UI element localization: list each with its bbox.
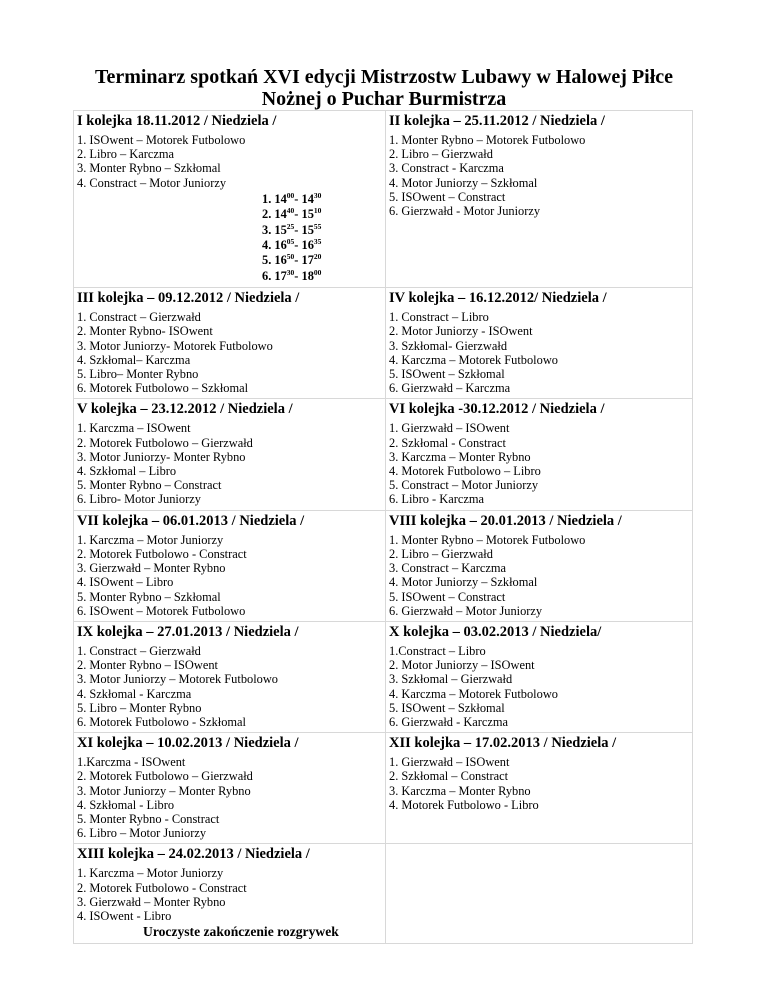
time-slot-number: 3.	[262, 222, 272, 237]
schedule-row	[74, 510, 693, 621]
match-item: 4. Motor Juniorzy – Szkłomal	[389, 175, 538, 190]
match-list	[389, 533, 689, 618]
schedule-row	[74, 621, 693, 732]
match-item: 1. Constract – Libro	[389, 310, 489, 325]
match-item: 5. Constract – Motor Juniorzy	[389, 478, 539, 493]
end-minute: 35	[313, 237, 322, 247]
match-item: 5. Monter Rybno – Constract	[77, 478, 222, 493]
time-separator: -	[294, 238, 302, 253]
match-item: 4. Motorek Futbolowo - Libro	[389, 797, 539, 812]
title-line-2: Nożnej o Puchar Burmistrza	[261, 88, 507, 110]
round-heading: I kolejka 18.11.2012 / Niedziela /	[77, 113, 277, 129]
round-cell	[386, 399, 693, 510]
end-hour: 17	[301, 253, 314, 268]
match-item: 2. Motor Juniorzy – ISOwent	[389, 658, 535, 673]
match-list	[389, 310, 689, 395]
match-item: 1. Karczma – Motor Juniorzy	[77, 532, 224, 547]
match-item: 3. Motor Juniorzy- Motorek Futbolowo	[77, 338, 273, 353]
time-slot-number: 4.	[262, 238, 272, 253]
match-item: 6. Gierzwałd - Karczma	[389, 714, 509, 729]
end-hour: 16	[301, 238, 314, 253]
match-item: 2. Motorek Futbolowo – Gierzwałd	[77, 769, 253, 784]
start-minute: 05	[286, 237, 295, 247]
round-cell	[74, 399, 386, 510]
match-list	[389, 755, 689, 812]
match-item: 5. ISOwent – Szkłomal	[389, 367, 505, 382]
match-item: 5. Monter Rybno - Constract	[77, 811, 220, 826]
match-item: 6. Libro – Motor Juniorzy	[77, 826, 207, 841]
match-item: 1. Monter Rybno – Motorek Futbolowo	[389, 532, 586, 547]
closing-note: Uroczyste zakończenie rozgrywek	[143, 924, 339, 940]
time-slots	[262, 192, 382, 284]
end-minute: 30	[313, 190, 322, 200]
round-cell	[74, 111, 386, 288]
match-item: 6. Libro - Karczma	[389, 492, 484, 507]
start-hour: 14	[274, 207, 287, 222]
schedule-table	[73, 110, 693, 944]
match-item: 1. Monter Rybno – Motorek Futbolowo	[389, 133, 586, 147]
match-list	[77, 533, 382, 618]
match-item: 4. Motorek Futbolowo – Libro	[389, 464, 541, 479]
round-heading: II kolejka – 25.11.2012 / Niedziela /	[389, 113, 605, 129]
match-list	[77, 133, 382, 190]
match-item: 6. Gierzwałd - Motor Juniorzy	[389, 204, 541, 219]
match-list	[77, 421, 382, 506]
match-item: 2. Motorek Futbolowo – Gierzwałd	[77, 435, 253, 450]
end-hour: 15	[301, 207, 314, 222]
match-item: 5. ISOwent – Constract	[389, 189, 506, 204]
time-slot	[262, 253, 382, 268]
round-heading: IX kolejka – 27.01.2013 / Niedziela /	[77, 623, 299, 640]
round-cell	[386, 510, 693, 621]
match-item: 6. ISOwent – Motorek Futbolowo	[77, 603, 246, 618]
time-slot	[262, 223, 382, 238]
schedule-row	[74, 844, 693, 944]
round-cell	[386, 621, 693, 732]
round-cell	[386, 111, 693, 288]
match-item: 3. Motor Juniorzy – Motorek Futbolowo	[77, 672, 278, 687]
round-heading: XII kolejka – 17.02.2013 / Niedziela /	[389, 735, 617, 752]
round-heading: X kolejka – 03.02.2013 / Niedziela/	[389, 623, 602, 640]
end-minute: 10	[313, 206, 322, 216]
round-heading: VI kolejka -30.12.2012 / Niedziela /	[389, 401, 605, 418]
match-item: 4. ISOwent - Libro	[77, 908, 172, 923]
match-item: 4. Karczma – Motorek Futbolowo	[389, 686, 558, 701]
start-hour: 17	[274, 268, 287, 283]
match-item: 4. Constract – Motor Juniorzy	[77, 175, 227, 190]
time-slot-number: 5.	[262, 253, 272, 268]
start-hour: 16	[274, 253, 287, 268]
round-cell	[386, 733, 693, 844]
match-item: 4. Szkłomal - Libro	[77, 797, 175, 812]
match-list	[389, 133, 689, 218]
match-item: 2. Monter Rybno- ISOwent	[77, 324, 213, 339]
end-minute: 20	[313, 252, 322, 262]
time-slot	[262, 207, 382, 222]
start-hour: 14	[274, 191, 287, 206]
match-item: 4. ISOwent – Libro	[77, 575, 174, 590]
round-heading: V kolejka – 23.12.2012 / Niedziela /	[77, 401, 293, 418]
end-hour: 15	[301, 222, 314, 237]
round-heading: VII kolejka – 06.01.2013 / Niedziela /	[77, 512, 305, 529]
match-item: 3. Gierzwałd – Monter Rybno	[77, 561, 226, 576]
match-item: 1. ISOwent – Motorek Futbolowo	[77, 133, 246, 147]
round-cell	[74, 733, 386, 844]
match-item: 4. Szkłomal – Libro	[77, 464, 177, 479]
time-separator: -	[294, 222, 302, 237]
match-item: 1. Gierzwałd – ISOwent	[389, 421, 510, 436]
time-slot-number: 6.	[262, 268, 272, 283]
end-minute: 00	[313, 267, 322, 277]
match-item: 6. Motorek Futbolowo - Szkłomal	[77, 714, 246, 729]
round-heading: VIII kolejka – 20.01.2013 / Niedziela /	[389, 512, 622, 529]
match-item: 1.Constract – Libro	[389, 643, 486, 658]
round-heading: XI kolejka – 10.02.2013 / Niedziela /	[77, 735, 299, 752]
time-slot	[262, 192, 382, 207]
document-title	[60, 66, 708, 110]
schedule-row	[74, 733, 693, 844]
match-item: 2. Libro – Gierzwałd	[389, 147, 493, 162]
round-cell	[386, 288, 693, 399]
match-list	[77, 755, 382, 840]
match-item: 6. Gierzwałd – Motor Juniorzy	[389, 603, 543, 618]
end-hour: 14	[301, 191, 314, 206]
time-slot	[262, 238, 382, 253]
round-heading: III kolejka – 09.12.2012 / Niedziela /	[77, 290, 300, 307]
match-item: 5. ISOwent – Szkłomal	[389, 700, 505, 715]
match-item: 5. ISOwent – Constract	[389, 589, 506, 604]
match-item: 2. Libro – Gierzwałd	[389, 546, 493, 561]
time-separator: -	[294, 268, 302, 283]
match-item: 3. Monter Rybno – Szkłomal	[77, 161, 221, 176]
match-item: 2. Szkłomal - Constract	[389, 435, 507, 450]
time-slot	[262, 269, 382, 284]
match-item: 6. Gierzwałd – Karczma	[389, 381, 511, 396]
match-item: 3. Karczma – Monter Rybno	[389, 449, 531, 464]
match-item: 6. Libro- Motor Juniorzy	[77, 492, 201, 507]
time-separator: -	[294, 207, 302, 222]
match-item: 1. Constract – Gierzwałd	[77, 643, 201, 658]
match-item: 3. Motor Juniorzy – Monter Rybno	[77, 783, 251, 798]
time-slot-number: 2.	[262, 207, 272, 222]
match-item: 5. Monter Rybno – Szkłomal	[77, 589, 221, 604]
schedule-row	[74, 399, 693, 510]
match-item: 4. Szkłomal - Karczma	[77, 686, 192, 701]
match-list	[389, 421, 689, 506]
match-item: 3. Karczma – Monter Rybno	[389, 783, 531, 798]
match-item: 2. Monter Rybno – ISOwent	[77, 658, 218, 673]
round-heading: XIII kolejka – 24.02.2013 / Niedziela /	[77, 846, 310, 863]
time-separator: -	[294, 253, 302, 268]
round-cell	[74, 288, 386, 399]
round-heading: IV kolejka – 16.12.2012/ Niedziela /	[389, 290, 607, 307]
time-slot-number: 1.	[262, 191, 272, 206]
match-list	[389, 644, 689, 729]
match-item: 2. Motorek Futbolowo - Constract	[77, 546, 247, 561]
end-minute: 55	[313, 221, 322, 231]
match-item: 2. Motorek Futbolowo - Constract	[77, 880, 247, 895]
match-item: 4. Motor Juniorzy – Szkłomal	[389, 575, 538, 590]
start-minute: 00	[286, 190, 295, 200]
end-hour: 18	[301, 268, 314, 283]
match-item: 2. Motor Juniorzy - ISOwent	[389, 324, 533, 339]
round-cell	[74, 510, 386, 621]
match-item: 3. Szkłomal- Gierzwałd	[389, 338, 508, 353]
match-item: 5. Libro – Monter Rybno	[77, 700, 202, 715]
title-line-1: Terminarz spotkań XVI edycji Mistrzostw Lubawy w Halowej Piłce	[94, 66, 674, 88]
schedule-row	[74, 111, 693, 288]
match-item: 4. Karczma – Motorek Futbolowo	[389, 352, 558, 367]
match-list	[77, 310, 382, 395]
match-item: 3. Szkłomal – Gierzwałd	[389, 672, 513, 687]
match-item: 1. Karczma – ISOwent	[77, 421, 191, 436]
start-hour: 15	[274, 222, 287, 237]
match-item: 3. Constract - Karczma	[389, 161, 504, 176]
match-item: 2. Szkłomal – Constract	[389, 769, 509, 784]
round-cell	[74, 844, 386, 944]
match-item: 3. Motor Juniorzy- Monter Rybno	[77, 449, 246, 464]
match-item: 1.Karczma - ISOwent	[77, 755, 186, 770]
match-item: 4. Szkłomal– Karczma	[77, 352, 191, 367]
match-item: 1. Karczma – Motor Juniorzy	[77, 866, 224, 881]
time-separator: -	[294, 191, 302, 206]
match-item: 5. Libro– Monter Rybno	[77, 367, 199, 382]
schedule-row	[74, 288, 693, 399]
match-item: 6. Motorek Futbolowo – Szkłomal	[77, 381, 249, 396]
match-item: 2. Libro – Karczma	[77, 147, 175, 162]
match-item: 1. Constract – Gierzwałd	[77, 310, 201, 325]
empty-cell	[386, 844, 693, 944]
start-minute: 25	[286, 221, 295, 231]
round-cell	[74, 621, 386, 732]
start-minute: 50	[286, 252, 295, 262]
match-list	[77, 644, 382, 729]
match-item: 3. Gierzwałd – Monter Rybno	[77, 894, 226, 909]
start-minute: 30	[286, 267, 295, 277]
start-hour: 16	[274, 238, 287, 253]
match-item: 1. Gierzwałd – ISOwent	[389, 755, 510, 770]
match-item: 3. Constract – Karczma	[389, 561, 506, 576]
start-minute: 40	[286, 206, 295, 216]
match-list	[77, 866, 382, 923]
